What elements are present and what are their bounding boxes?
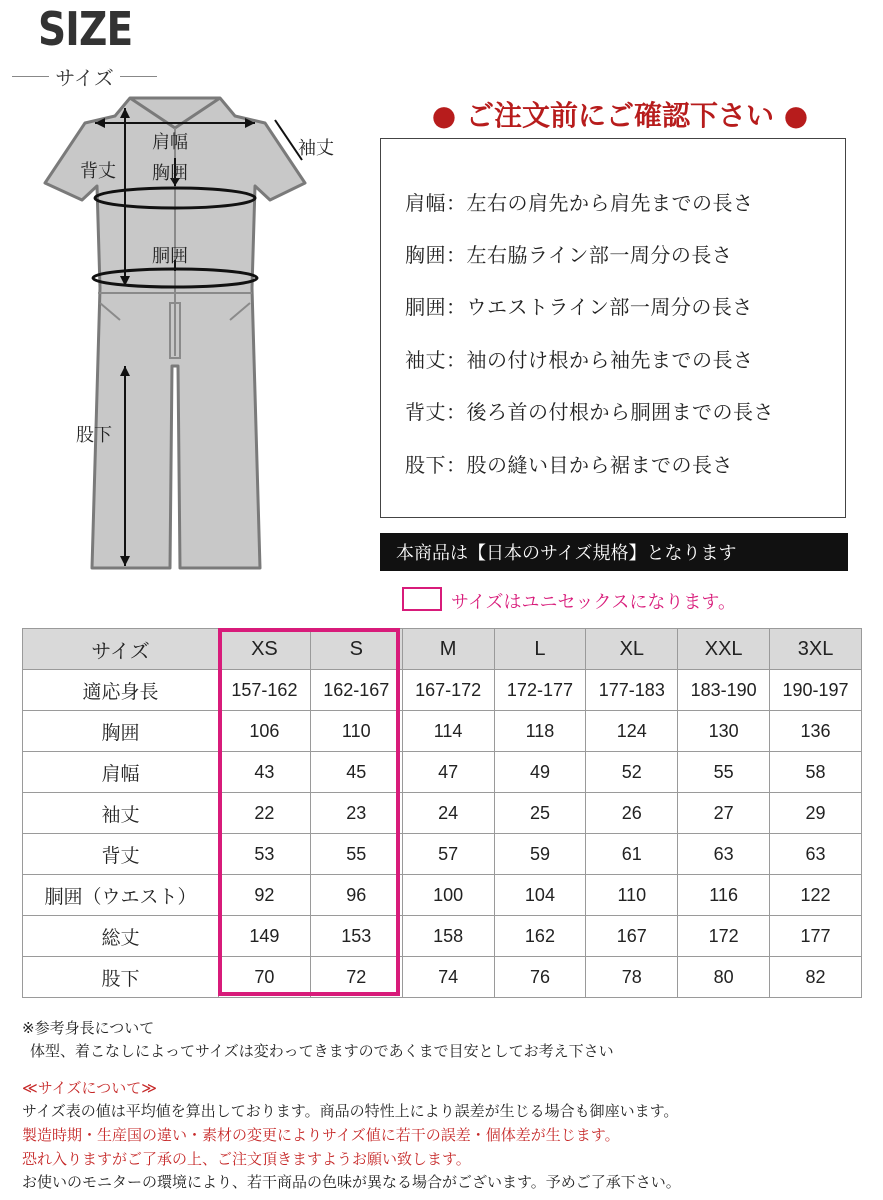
size-l: L	[494, 629, 586, 670]
label-back: 背丈	[80, 161, 116, 182]
size-3xl: 3XL	[770, 629, 862, 670]
size-xxl: XXL	[678, 629, 770, 670]
cell: 162	[494, 916, 586, 957]
notice-item: 袖丈：袖の付け根から袖先までの長さ	[405, 348, 754, 372]
cell: 96	[310, 875, 402, 916]
size-subtitle	[12, 62, 157, 91]
cell: 80	[678, 957, 770, 998]
note-line: サイズ表の値は平均値を算出しております。商品の特性上により誤差が生じる場合も御座います。	[22, 1102, 679, 1120]
cell: 78	[586, 957, 678, 998]
note-line: お使いのモニターの環境により、若干商品の色味が異なる場合がございます。予めご了承下さい。	[22, 1173, 681, 1191]
size-xs: XS	[219, 629, 311, 670]
cell: 23	[310, 793, 402, 834]
cell: 45	[310, 752, 402, 793]
subtitle-text: サイズ	[55, 66, 114, 90]
cell: 118	[494, 711, 586, 752]
table-row	[23, 834, 862, 875]
pink-legend-box	[402, 587, 442, 611]
notice-heading	[410, 94, 830, 134]
row-label: 袖丈	[23, 793, 219, 834]
notice-heading-text: ご注文前にご確認下さい	[465, 99, 774, 132]
cell: 177-183	[586, 670, 678, 711]
size-title: SIZE	[38, 2, 133, 56]
cell: 104	[494, 875, 586, 916]
size-m: M	[402, 629, 494, 670]
cell: 110	[310, 711, 402, 752]
japan-size-banner: 本商品は【日本のサイズ規格】となります	[380, 533, 848, 571]
ref-height-body: 体型、着こなしによってサイズは変わってきますのであくまで目安としてお考え下さい	[30, 1042, 614, 1060]
table-row	[23, 793, 862, 834]
cell: 47	[402, 752, 494, 793]
cell: 124	[586, 711, 678, 752]
cell: 130	[678, 711, 770, 752]
row-label: 股下	[23, 957, 219, 998]
table-row	[23, 916, 862, 957]
note-line: 恐れ入りますがご了承の上、ご注文頂きますようお願い致します。	[22, 1150, 471, 1168]
cell: 25	[494, 793, 586, 834]
notice-item: 肩幅：左右の肩先から肩先までの長さ	[405, 191, 754, 215]
cell: 63	[678, 834, 770, 875]
cell: 61	[586, 834, 678, 875]
cell: 136	[770, 711, 862, 752]
cell: 172-177	[494, 670, 586, 711]
cell: 92	[219, 875, 311, 916]
label-chest: 胸囲	[152, 163, 188, 184]
cell: 110	[586, 875, 678, 916]
cell: 58	[770, 752, 862, 793]
cell: 116	[678, 875, 770, 916]
cell: 57	[402, 834, 494, 875]
notice-item: 胸囲：左右脇ライン部一周分の長さ	[405, 243, 733, 267]
table-row	[23, 957, 862, 998]
cell: 100	[402, 875, 494, 916]
divider	[120, 76, 157, 77]
cell: 114	[402, 711, 494, 752]
cell: 157-162	[219, 670, 311, 711]
cell: 177	[770, 916, 862, 957]
row-label: 総丈	[23, 916, 219, 957]
divider	[12, 76, 49, 77]
cell: 167-172	[402, 670, 494, 711]
row-label: 肩幅	[23, 752, 219, 793]
about-size-title: ≪サイズについて≫	[22, 1079, 157, 1097]
row-label: 適応身長	[23, 670, 219, 711]
label-shoulder: 肩幅	[152, 132, 188, 153]
row-label: 背丈	[23, 834, 219, 875]
cell: 70	[219, 957, 311, 998]
notice-item: 胴囲：ウエストライン部一周分の長さ	[405, 295, 753, 319]
cell: 76	[494, 957, 586, 998]
size-table	[22, 628, 862, 998]
row-label: 胸囲	[23, 711, 219, 752]
cell: 43	[219, 752, 311, 793]
cell: 49	[494, 752, 586, 793]
bullet-icon: ●	[783, 99, 809, 132]
cell: 162-167	[310, 670, 402, 711]
cell: 22	[219, 793, 311, 834]
cell: 72	[310, 957, 402, 998]
cell: 29	[770, 793, 862, 834]
cell: 190-197	[770, 670, 862, 711]
ref-height-title: ※参考身長について	[22, 1019, 155, 1037]
table-row	[23, 711, 862, 752]
cell: 158	[402, 916, 494, 957]
cell: 153	[310, 916, 402, 957]
cell: 55	[310, 834, 402, 875]
cell: 52	[586, 752, 678, 793]
cell: 27	[678, 793, 770, 834]
cell: 26	[586, 793, 678, 834]
notice-item: 股下：股の縫い目から裾までの長さ	[405, 453, 733, 477]
size-xl: XL	[586, 629, 678, 670]
unisex-note: サイズはユニセックスになります。	[451, 592, 736, 613]
cell: 82	[770, 957, 862, 998]
header-label: サイズ	[23, 629, 219, 670]
label-inseam: 股下	[76, 425, 112, 446]
cell: 24	[402, 793, 494, 834]
row-label: 胴囲（ウエスト）	[23, 875, 219, 916]
table-row	[23, 670, 862, 711]
size-s: S	[310, 629, 402, 670]
table-header-row	[23, 629, 862, 670]
table-row	[23, 875, 862, 916]
label-waist: 胴囲	[152, 246, 188, 267]
bullet-icon: ●	[431, 99, 457, 132]
label-sleeve: 袖丈	[298, 138, 334, 159]
cell: 63	[770, 834, 862, 875]
cell: 172	[678, 916, 770, 957]
table-row	[23, 752, 862, 793]
cell: 183-190	[678, 670, 770, 711]
cell: 149	[219, 916, 311, 957]
cell: 59	[494, 834, 586, 875]
cell: 55	[678, 752, 770, 793]
cell: 74	[402, 957, 494, 998]
notice-box	[380, 138, 846, 518]
cell: 122	[770, 875, 862, 916]
note-line: 製造時期・生産国の違い・素材の変更によりサイズ値に若干の誤差・個体差が生じます。	[22, 1126, 620, 1144]
notice-item: 背丈：後ろ首の付根から胴囲までの長さ	[405, 400, 774, 424]
cell: 53	[219, 834, 311, 875]
cell: 106	[219, 711, 311, 752]
cell: 167	[586, 916, 678, 957]
